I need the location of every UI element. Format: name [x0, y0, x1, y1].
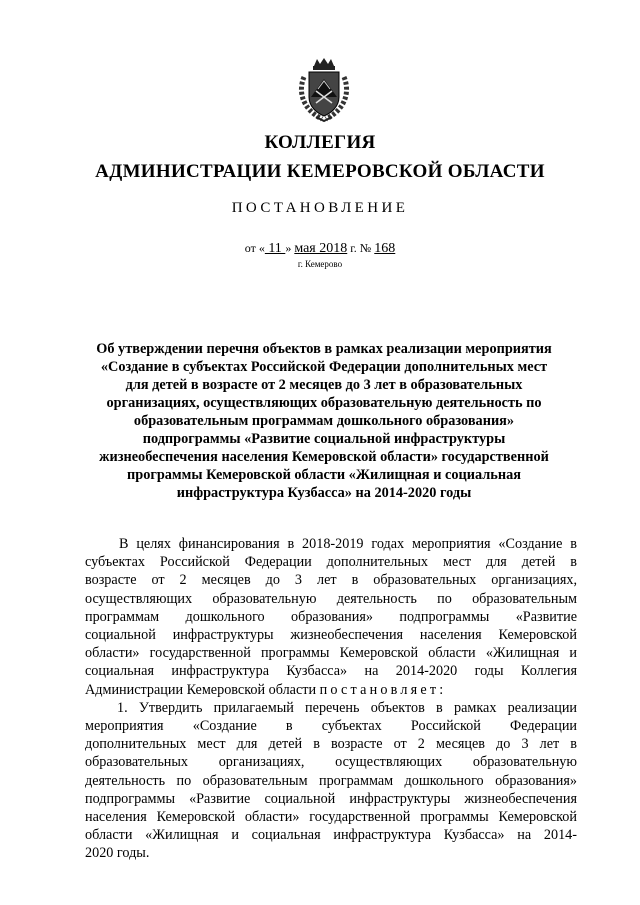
body-line: 1. Утвердить прилагаемый перечень объектов в рамках реализации — [117, 699, 577, 716]
subject-line: жизнеобеспечения населения Кемеровской области» государственной — [99, 449, 549, 465]
document-type: ПОСТАНОВЛЕНИЕ — [231, 200, 409, 216]
body-line: программам дошкольного образования» подпрограммы «Развитие — [85, 608, 577, 625]
body-line: подпрограммы «Развитие социальной инфраструктуры жизнеобеспечения — [85, 790, 577, 807]
date-sep: » — [285, 241, 295, 255]
body-line: дополнительных мест для детей в возрасте от 2 месяцев до 3 лет в — [85, 736, 577, 753]
body-line: социальной инфраструктуры жизнеобеспечения населения Кемеровской — [85, 627, 577, 644]
body-line: образовательных организациях, осуществляющих образовательную — [85, 754, 577, 771]
body-line: осуществляющих образовательную деятельность по образовательным — [85, 590, 577, 607]
date-prefix: от « — [244, 241, 265, 255]
body-line: возрасте от 2 месяцев до 3 лет в образовательных организациях, — [85, 572, 577, 589]
subject-line: подпрограммы «Развитие социальной инфраструктуры — [142, 431, 506, 447]
document-body — [85, 535, 577, 863]
date-day: 11 — [264, 241, 286, 256]
subject-line: для детей в возрасте от 2 месяцев до 3 лет в образовательных — [125, 377, 523, 393]
org-title-line1: КОЛЛЕГИЯ — [264, 132, 376, 153]
body-line: социальная инфраструктура Кузбасса» на 2014-2020 годы Коллегия — [85, 663, 577, 680]
body-line-resolution — [85, 681, 577, 699]
org-title-line2: АДМИНИСТРАЦИИ КЕМЕРОВСКОЙ ОБЛАСТИ — [95, 161, 545, 182]
resolution-prefix: Администрации Кемеровской области — [85, 681, 320, 698]
body-line: 2020 годы. — [85, 845, 150, 862]
body-line: субъектах Российской Федерации дополнительных мест для детей в — [85, 554, 577, 571]
body-line: области» государственной программы Кемеровской области «Жилищная и — [85, 645, 577, 662]
body-line: населения Кемеровской области» государственной программы Кемеровской — [85, 809, 577, 826]
city-label: г. Кемерово — [297, 259, 343, 269]
body-line: В целях финансирования в 2018-2019 годах мероприятия «Создание в — [119, 536, 577, 552]
coat-of-arms-emblem — [296, 57, 352, 123]
subject-line: организациях, осуществляющих образовательную деятельность по — [106, 395, 542, 411]
resolution-word: постановляет: — [319, 681, 447, 698]
document-number: 168 — [374, 241, 396, 256]
date-year-suffix: г. № — [347, 241, 375, 255]
date-month-year: мая 2018 — [294, 241, 348, 256]
subject-line: образовательным программам дошкольного образования» — [133, 413, 515, 429]
subject-line: Об утверждении перечня объектов в рамках реализации мероприятия — [96, 341, 552, 357]
body-line: мероприятия «Создание в субъектах Российской Федерации — [85, 718, 577, 735]
document-subject — [86, 340, 562, 502]
date-number-line — [0, 241, 640, 257]
subject-line: программы Кемеровской области «Жилищная и социальная — [127, 467, 521, 483]
subject-line: инфраструктура Кузбасса» на 2014-2020 годы — [176, 485, 472, 501]
body-line: деятельность по образовательным программам дошкольного образования» — [85, 772, 577, 789]
subject-line: «Создание в субъектах Российской Федерации дополнительных мест — [100, 359, 548, 375]
body-line: области «Жилищная и социальная инфраструктура Кузбасса» на 2014- — [85, 827, 577, 844]
